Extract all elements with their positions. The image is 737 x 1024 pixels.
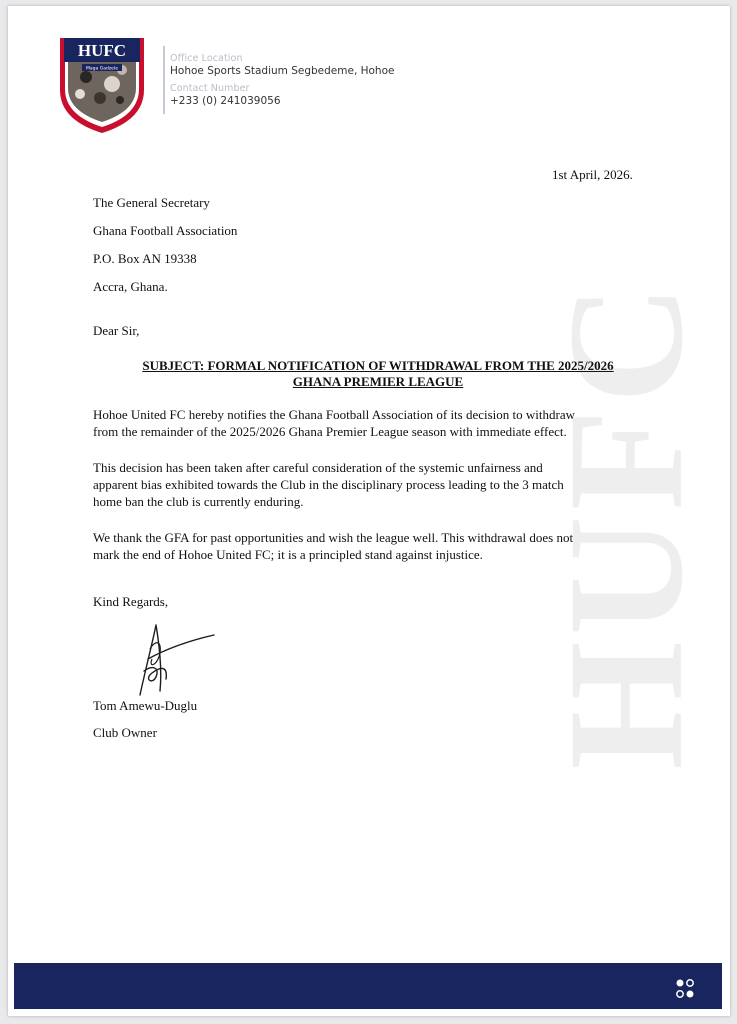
body-paragraph-2 bbox=[93, 459, 658, 510]
crest-initials: HUFC bbox=[77, 41, 127, 60]
paragraph-line: apparent bias exhibited towards the Club in the disciplinary process leading to the 3 match bbox=[93, 477, 564, 492]
body-paragraph-3 bbox=[93, 529, 658, 563]
paragraph-line: Hohoe United FC hereby notifies the Ghana Football Association of its decision to withdraw bbox=[93, 407, 576, 422]
recipient-line: Accra, Ghana. bbox=[93, 279, 168, 294]
salutation: Dear Sir, bbox=[93, 323, 140, 338]
watermark-text: HUFC bbox=[533, 278, 717, 770]
recipient-line: The General Secretary bbox=[93, 195, 210, 210]
hufc-watermark bbox=[533, 264, 718, 784]
paragraph-line: We thank the GFA for past opportunities and wish the league well. This withdrawal does not bbox=[93, 530, 574, 545]
paragraph-line: home ban the club is currently enduring. bbox=[93, 494, 304, 509]
contact-number-label: Contact Number bbox=[170, 83, 250, 94]
paragraph-line: This decision has been taken after careful consideration of the systemic unfairness and bbox=[93, 460, 543, 475]
office-location-label: Office Location bbox=[170, 53, 243, 64]
office-location-value: Hohoe Sports Stadium Segbedeme, Hohoe bbox=[170, 65, 395, 77]
subject-line: SUBJECT: FORMAL NOTIFICATION OF WITHDRAWAL FROM THE 2025/2026 bbox=[142, 358, 614, 373]
subject-heading bbox=[93, 358, 663, 390]
body-paragraph-1 bbox=[93, 406, 658, 440]
signatory-title: Club Owner bbox=[93, 725, 157, 740]
letterhead-contact bbox=[170, 52, 394, 108]
paragraph-line: mark the end of Hohoe United FC; it is a principled stand against injustice. bbox=[93, 547, 483, 562]
letter-page bbox=[8, 6, 730, 1016]
header-divider bbox=[163, 46, 165, 114]
contact-number-value: +233 (0) 241039056 bbox=[170, 95, 281, 107]
club-crest-logo bbox=[56, 32, 148, 136]
dots-grid-icon bbox=[675, 978, 695, 1000]
signatory-name: Tom Amewu-Duglu bbox=[93, 698, 198, 713]
handwritten-signature bbox=[126, 619, 222, 701]
crest-motto: Maga Gadzele bbox=[86, 66, 118, 72]
footer-bar bbox=[14, 963, 722, 1009]
paragraph-line: from the remainder of the 2025/2026 Ghana Premier League season with immediate effect. bbox=[93, 424, 567, 439]
recipient-line: Ghana Football Association bbox=[93, 223, 238, 238]
subject-line: GHANA PREMIER LEAGUE bbox=[292, 374, 464, 389]
letter-date: 1st April, 2026. bbox=[552, 167, 633, 182]
closing: Kind Regards, bbox=[93, 594, 169, 609]
recipient-line: P.O. Box AN 19338 bbox=[93, 251, 197, 266]
